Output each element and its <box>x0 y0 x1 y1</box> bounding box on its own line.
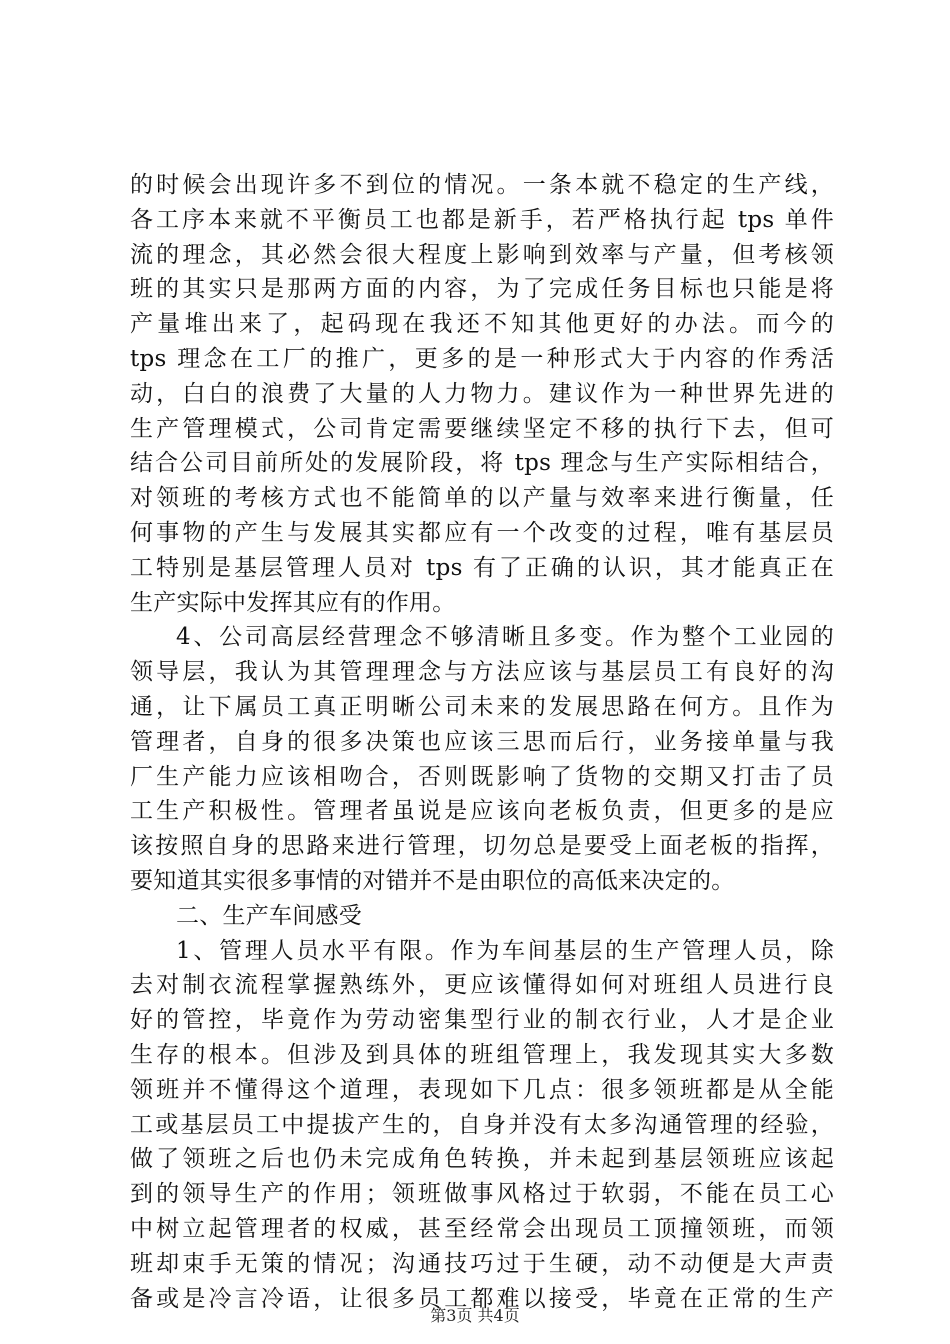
text-line: 厂生产能力应该相吻合，否则既影响了货物的交期又打击了员 <box>130 763 834 790</box>
text-line: 做了领班之后也仍未完成角色转换，并未起到基层领班应该起 <box>130 1146 834 1173</box>
text-line: 该按照自身的思路来进行管理，切勿总是要受上面老板的指挥， <box>130 833 834 860</box>
text-line: 工生产积极性。管理者虽说是应该向老板负责，但更多的是应 <box>130 798 834 825</box>
body-text <box>130 168 834 1316</box>
text-line: 班却束手无策的情况；沟通技巧过于生硬，动不动便是大声责 <box>130 1250 834 1277</box>
text-line: 产量堆出来了，起码现在我还不知其他更好的办法。而今的 <box>130 311 834 338</box>
paragraph-first-line: 4、公司高层经营理念不够清晰且多变。作为整个工业园的 <box>176 624 834 651</box>
text-line: 生存的根本。但涉及到具体的班组管理上，我发现其实大多数 <box>130 1041 834 1068</box>
text-line: 生产管理模式，公司肯定需要继续坚定不移的执行下去，但可 <box>130 415 834 442</box>
text-line: 生产实际中发挥其应有的作用。 <box>130 589 456 616</box>
text-line: 动，白白的浪费了大量的人力物力。建议作为一种世界先进的 <box>130 380 834 407</box>
text-line: 到的领导生产的作用；领班做事风格过于软弱，不能在员工心 <box>130 1181 834 1208</box>
text-line: 班的其实只是那两方面的内容，为了完成任务目标也只能是将 <box>130 276 834 303</box>
text-line: 领导层，我认为其管理理念与方法应该与基层员工有良好的沟 <box>130 659 834 686</box>
text-line: 工特别是基层管理人员对 tps 有了正确的认识，其才能真正在 <box>130 554 834 581</box>
text-line: 的时候会出现许多不到位的情况。一条本就不稳定的生产线， <box>130 172 834 198</box>
text-line: 去对制衣流程掌握熟练外，更应该懂得如何对班组人员进行良 <box>130 972 834 999</box>
text-line: 通，让下属员工真正明晰公司未来的发展思路在何方。且作为 <box>130 693 834 720</box>
text-line: 中树立起管理者的权威，甚至经常会出现员工顶撞领班，而领 <box>130 1215 834 1242</box>
text-line: 要知道其实很多事情的对错并不是由职位的高低来决定的。 <box>130 867 735 894</box>
text-line: tps 理念在工厂的推广，更多的是一种形式大于内容的作秀活 <box>130 345 834 372</box>
text-line: 各工序本来就不平衡员工也都是新手，若严格执行起 tps 单件 <box>130 206 834 233</box>
text-line: 备或是冷言冷语，让很多员工都难以接受，毕竟在正常的生产 <box>130 1285 834 1312</box>
text-line: 工或基层员工中提拔产生的，自身并没有太多沟通管理的经验， <box>130 1111 834 1138</box>
text-line: 何事物的产生与发展其实都应有一个改变的过程，唯有基层员 <box>130 519 834 546</box>
text-line: 流的理念，其必然会很大程度上影响到效率与产量，但考核领 <box>130 241 834 268</box>
paragraph-first-line: 1、管理人员水平有限。作为车间基层的生产管理人员，除 <box>176 937 834 964</box>
section-heading: 二、生产车间感受 <box>176 902 362 929</box>
text-line: 好的管控，毕竟作为劳动密集型行业的制衣行业，人才是企业 <box>130 1007 834 1034</box>
page-number-footer: 第3页 共4页 <box>430 1306 520 1325</box>
text-line: 领班并不懂得这个道理，表现如下几点：很多领班都是从全能 <box>130 1076 834 1103</box>
text-line: 对领班的考核方式也不能简单的以产量与效率来进行衡量，任 <box>130 485 834 512</box>
text-line: 结合公司目前所处的发展阶段，将 tps 理念与生产实际相结合， <box>130 450 834 477</box>
text-line: 管理者，自身的很多决策也应该三思而后行，业务接单量与我 <box>130 728 834 755</box>
